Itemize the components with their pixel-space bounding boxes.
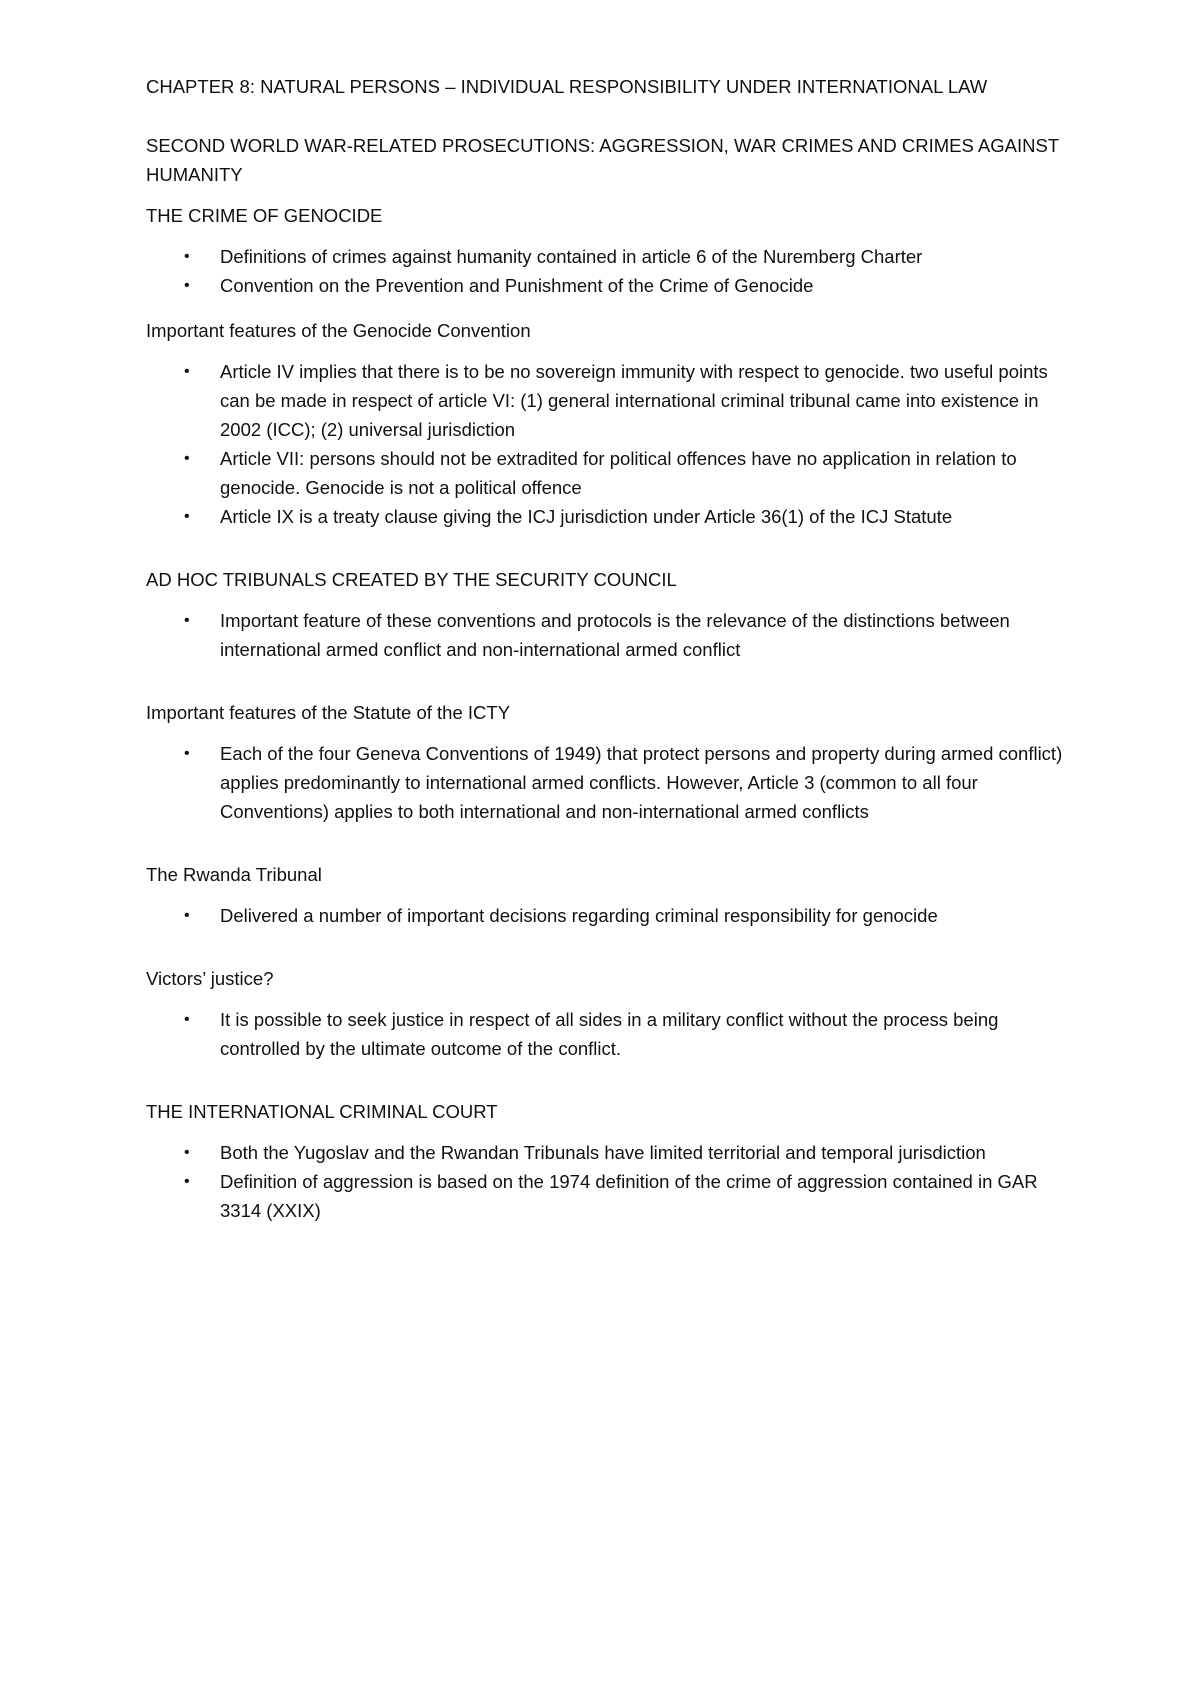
subsection-title-icty: Important features of the Statute of the ICTY [146, 702, 511, 723]
list-item-text: Article IX is a treaty clause giving the ICJ jurisdiction under Article 36(1) of the ICJ Statute [220, 506, 953, 527]
list-item-text: Definition of aggression is based on the 1974 definition of the crime of aggression contained in GAR 3314 (XXIX) [220, 1171, 1038, 1221]
bullet-icon: • [184, 248, 190, 265]
list-item [146, 271, 1066, 300]
victors-justice-bullet-list [146, 1005, 1066, 1063]
list-item-text: Convention on the Prevention and Punishment of the Crime of Genocide [220, 275, 814, 296]
list-item-text: Article VII: persons should not be extradited for political offences have no application in relation to genocide. Genocide is not a political offence [220, 448, 1017, 498]
bullet-icon: • [184, 907, 190, 924]
bullet-icon: • [184, 363, 190, 380]
bullet-icon: • [184, 1144, 190, 1161]
list-item [146, 606, 1066, 664]
section-title-ad-hoc-tribunals: AD HOC TRIBUNALS CREATED BY THE SECURITY COUNCIL [146, 569, 677, 590]
bullet-icon: • [184, 745, 190, 762]
genocide-convention-bullet-list [146, 357, 1066, 531]
list-item [146, 357, 1066, 444]
list-item [146, 1167, 1066, 1225]
list-item [146, 901, 1066, 930]
bullet-icon: • [184, 450, 190, 467]
rwanda-bullet-list [146, 901, 1066, 930]
subsection-title-genocide-convention: Important features of the Genocide Convention [146, 320, 531, 341]
list-item [146, 444, 1066, 502]
section-title-icc: THE INTERNATIONAL CRIMINAL COURT [146, 1101, 498, 1122]
list-item [146, 242, 1066, 271]
list-item-text: Both the Yugoslav and the Rwandan Tribunals have limited territorial and temporal jurisdiction [220, 1142, 986, 1163]
bullet-icon: • [184, 1011, 190, 1028]
bullet-icon: • [184, 1173, 190, 1190]
bullet-icon: • [184, 508, 190, 525]
section-title-wwii-prosecutions: SECOND WORLD WAR-RELATED PROSECUTIONS: AGGRESSION, WAR CRIMES AND CRIMES AGAINST HUMANITY [146, 135, 1059, 185]
list-item-text: Each of the four Geneva Conventions of 1949) that protect persons and property during armed conflict) applies predominantly to international armed conflicts. However, Article 3 (common to all four Conventions) applies to both international and non-international armed conflicts [220, 743, 1063, 822]
list-item-text: Important feature of these conventions and protocols is the relevance of the distinctions between international armed conflict and non-international armed conflict [220, 610, 1010, 660]
list-item [146, 1138, 1066, 1167]
icty-bullet-list [146, 739, 1066, 826]
list-item [146, 739, 1066, 826]
chapter-title: CHAPTER 8: NATURAL PERSONS – INDIVIDUAL RESPONSIBILITY UNDER INTERNATIONAL LAW [146, 76, 988, 97]
section-title-genocide: THE CRIME OF GENOCIDE [146, 205, 383, 226]
list-item-text: Article IV implies that there is to be no sovereign immunity with respect to genocide. two useful points can be made in respect of article VI: (1) general international criminal tribunal came into existence in 2002 (ICC); (2) universal jurisdiction [220, 361, 1048, 440]
list-item-text: It is possible to seek justice in respect of all sides in a military conflict without the process being controlled by the ultimate outcome of the conflict. [220, 1009, 999, 1059]
ad-hoc-tribunals-bullet-list [146, 606, 1066, 664]
icc-bullet-list [146, 1138, 1066, 1225]
list-item-text: Definitions of crimes against humanity contained in article 6 of the Nuremberg Charter [220, 246, 923, 267]
document-page [146, 72, 1066, 1241]
subsection-title-rwanda: The Rwanda Tribunal [146, 864, 322, 885]
subsection-title-victors-justice: Victors’ justice? [146, 968, 274, 989]
bullet-icon: • [184, 277, 190, 294]
list-item [146, 502, 1066, 531]
list-item-text: Delivered a number of important decisions regarding criminal responsibility for genocide [220, 905, 938, 926]
genocide-bullet-list [146, 242, 1066, 300]
bullet-icon: • [184, 612, 190, 629]
list-item [146, 1005, 1066, 1063]
